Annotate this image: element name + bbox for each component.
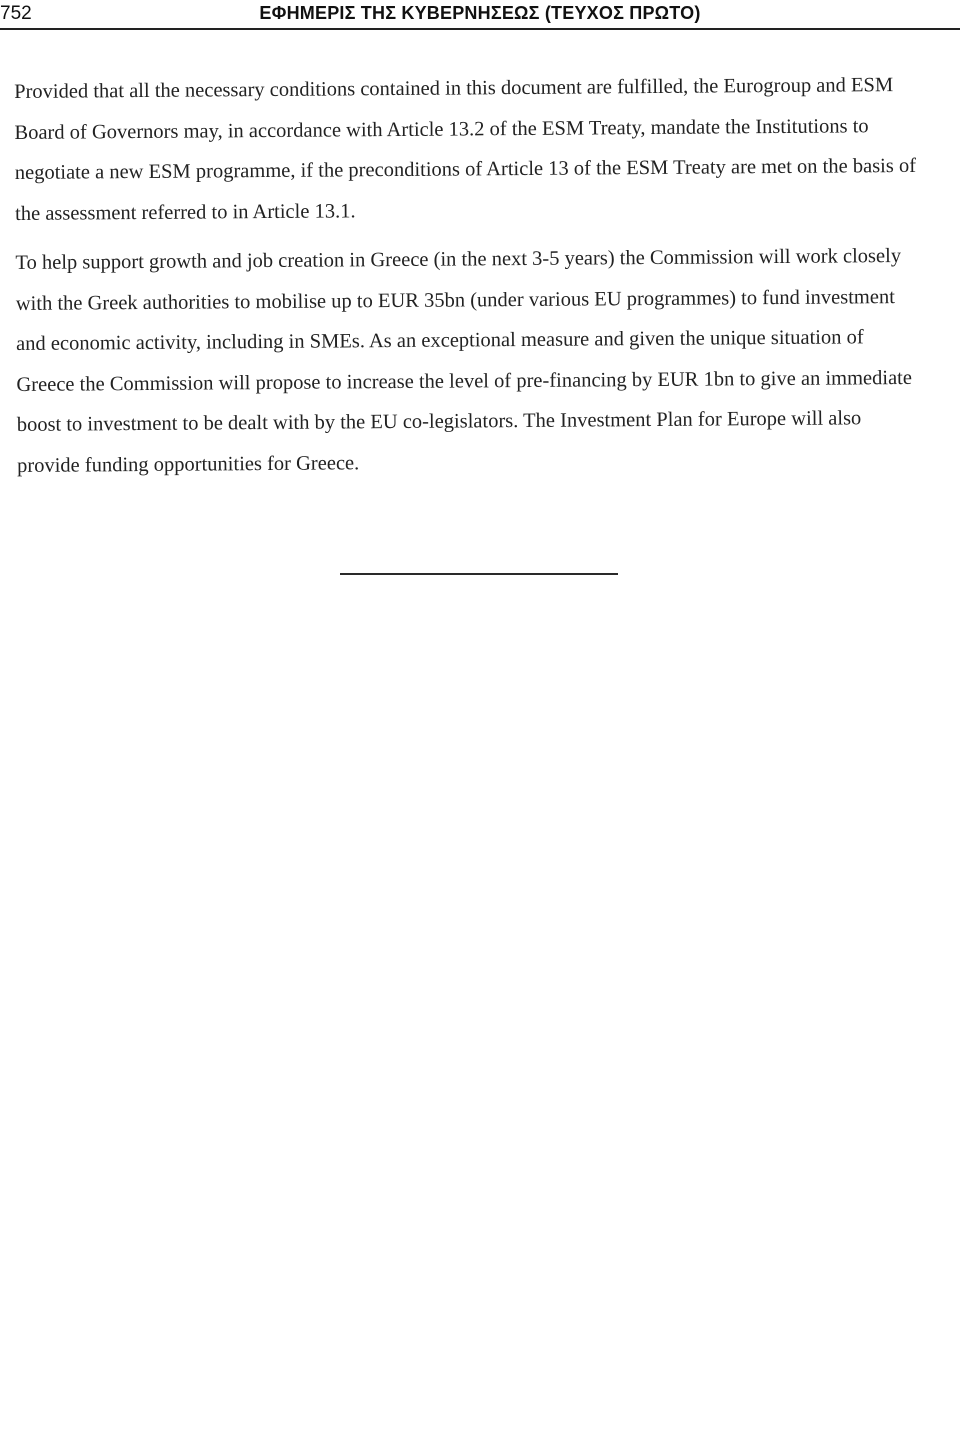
end-of-text-rule bbox=[340, 573, 618, 575]
gazette-header bbox=[0, 0, 960, 30]
paragraph-esm-programme: Provided that all the necessary conditions contained in this document are fulfilled, the Eurogroup and ESM Board of Governors may, in accordance with Article 13.2 of the ESM Treaty, mandate the Institutions to negotiate a new ESM programme, if the preconditions of Article 13 of the ESM Treaty are met on the basis of the assessment referred to in Article 13.1. bbox=[14, 74, 917, 225]
gazette-title: ΕΦΗΜΕΡΙΣ ΤΗΣ ΚΥΒΕΡΝΗΣΕΩΣ (ΤΕΥΧΟΣ ΠΡΩΤΟ) bbox=[259, 3, 701, 23]
page-number: 752 bbox=[0, 3, 32, 24]
document-body bbox=[14, 65, 922, 486]
paragraph-growth-support: To help support growth and job creation in Greece (in the next 3-5 years) the Commission will work closely with the Greek authorities to mobilise up to EUR 35bn (under various EU programmes) to fund investment and economic activity, including in SMEs. As an exceptional measure and given the unique situation of Greece the Commission will propose to increase the level of pre-financing by EUR 1bn to give an immediate boost to investment to be dealt with by the EU co-legislators. The Investment Plan for Europe will also provide funding opportunities for Greece. bbox=[15, 245, 912, 477]
